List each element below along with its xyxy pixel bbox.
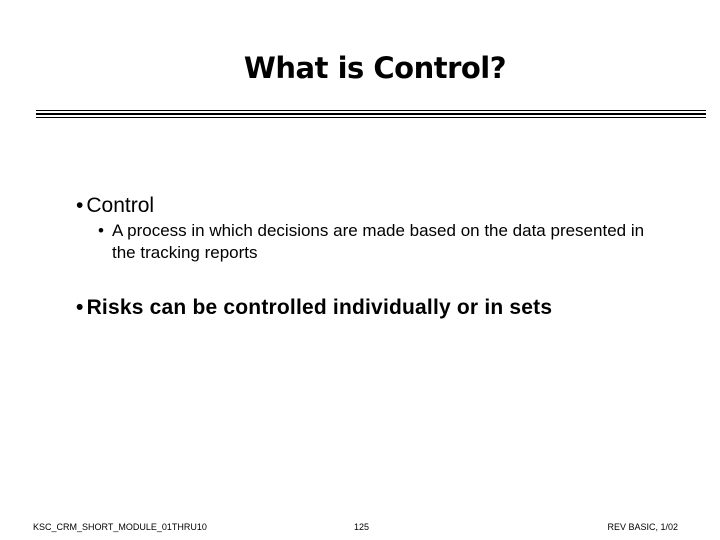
- title-divider-line: [36, 110, 706, 111]
- bullet-marker: •: [76, 296, 84, 319]
- bullet-text: Risks can be controlled individually or in sets: [86, 296, 553, 319]
- bullet-risks-controlled: [76, 295, 552, 321]
- sub-bullet-control-definition: [98, 220, 658, 264]
- title-divider-line: [36, 113, 706, 115]
- bullet-text: Control: [86, 194, 155, 217]
- footer-revision: REV BASIC, 1/02: [607, 522, 678, 532]
- footer-module-id: KSC_CRM_SHORT_MODULE_01THRU10: [33, 522, 207, 532]
- bullet-marker: •: [76, 194, 84, 217]
- footer-page-number: 125: [354, 522, 370, 532]
- bullet-control: [76, 193, 154, 219]
- title-divider-line: [36, 117, 706, 118]
- sub-bullet-marker: •: [98, 221, 104, 240]
- sub-bullet-text: A process in which decisions are made based on the data presented in the tracking reports: [112, 221, 645, 262]
- slide-title: What is Control?: [243, 51, 507, 85]
